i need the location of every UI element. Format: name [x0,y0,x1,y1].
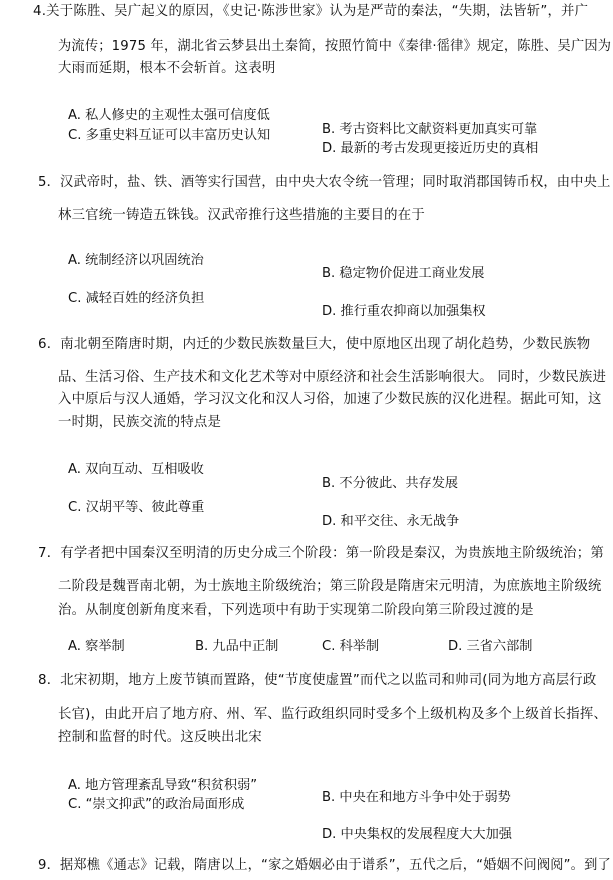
question-5-option-a[interactable]: A. 统制经济以巩固统治 [68,253,204,268]
question-4-option-d[interactable]: D. 最新的考古发现更接近历史的真相 [322,141,539,156]
question-4-option-c[interactable]: C. 多重史料互证可以丰富历史认知 [68,128,271,143]
question-6-option-d[interactable]: D. 和平交往、永无战争 [322,514,460,529]
question-7-option-b[interactable]: B. 九品中正制 [195,639,279,654]
question-5-option-c[interactable]: C. 减轻百姓的经济负担 [68,291,205,306]
question-9-stem-line-1: 9．据郑樵《通志》记载，隋唐以上，“家之婚姻必由于谱系”，五代之后，“婚姻不问阀阅”。到了 [38,858,611,873]
question-7-option-c[interactable]: C. 科举制 [322,639,380,654]
question-5-stem-line-2: 林三官统一铸造五铢钱。汉武帝推行这些措施的主要目的在于 [58,208,425,223]
question-4-stem-line-2: 为流传；1975 年，湖北省云梦县出土秦简，按照竹简中《秦律·徭律》规定，陈胜、吴广因为 [58,39,612,54]
question-6-option-a[interactable]: A. 双向互动、互相吸收 [68,462,204,477]
question-6-stem-line-1: 6．南北朝至隋唐时期，内迁的少数民族数量巨大，使中原地区出现了胡化趋势，少数民族物 [38,337,591,352]
question-7-option-d[interactable]: D. 三省六部制 [448,639,533,654]
question-7-option-a[interactable]: A. 察举制 [68,639,125,654]
question-6-stem-line-4: 一时期，民族交流的特点是 [58,415,222,430]
question-8-option-b[interactable]: B. 中央在和地方斗争中处于弱势 [322,790,511,805]
question-7-stem-line-3: 治。从制度创新角度来看，下列选项中有助于实现第二阶段向第三阶段过渡的是 [58,603,534,618]
question-8-stem-line-2: 长官)，由此开启了地方府、州、军、监行政组织同时受多个上级机构及多个上级首长指挥、 [58,707,608,722]
question-5-stem-line-1: 5．汉武帝时，盐、铁、酒等实行国营，由中央大农令统一管理；同时取消郡国铸币权，由中央上 [38,175,611,190]
question-4-option-a[interactable]: A. 私人修史的主观性太强可信度低 [68,108,270,123]
question-4-stem-line-3: 大雨而延期，根本不会斩首。这表明 [58,61,276,76]
question-7-stem-line-1: 7．有学者把中国秦汉至明清的历史分成三个阶段：第一阶段是秦汉，为贵族地主阶级统治；第 [38,546,604,561]
question-8-option-d[interactable]: D. 中央集权的发展程度大大加强 [322,827,512,842]
question-6-stem-line-2: 品、生活习俗、生产技术和文化艺术等对中原经济和社会生活影响很大。 同时，少数民族进 [58,370,607,385]
question-6-option-c[interactable]: C. 汉胡平等、彼此尊重 [68,500,205,515]
question-8-option-a[interactable]: A. 地方管理紊乱导致“积贫积弱” [68,778,258,793]
question-5-option-b[interactable]: B. 稳定物价促进工商业发展 [322,266,485,281]
question-8-option-c[interactable]: C. “崇文抑武”的政治局面形成 [68,797,245,812]
question-5-option-d[interactable]: D. 推行重农抑商以加强集权 [322,304,486,319]
question-6-stem-line-3: 入中原后与汉人通婚，学习汉文化和汉人习俗，加速了少数民族的汉化进程。据此可知，这 [58,392,602,407]
question-6-option-b[interactable]: B. 不分彼此、共存发展 [322,476,459,491]
question-4-stem-line-1: 4.关于陈胜、吴广起义的原因，《史记·陈涉世家》认为是严苛的秦法，“失期，法皆斩”，并广 [33,4,589,19]
question-8-stem-line-1: 8．北宋初期，地方上废节镇而置路，使“节度使虚置”而代之以监司和帅司(同为地方高层行政 [38,673,597,688]
question-7-stem-line-2: 二阶段是魏晋南北朝，为士族地主阶级统治；第三阶段是隋唐宋元明清，为庶族地主阶级统 [58,579,602,594]
question-8-stem-line-3: 控制和监督的时代。这反映出北宋 [58,730,262,745]
question-4-option-b[interactable]: B. 考古资料比文献资料更加真实可靠 [322,122,538,137]
